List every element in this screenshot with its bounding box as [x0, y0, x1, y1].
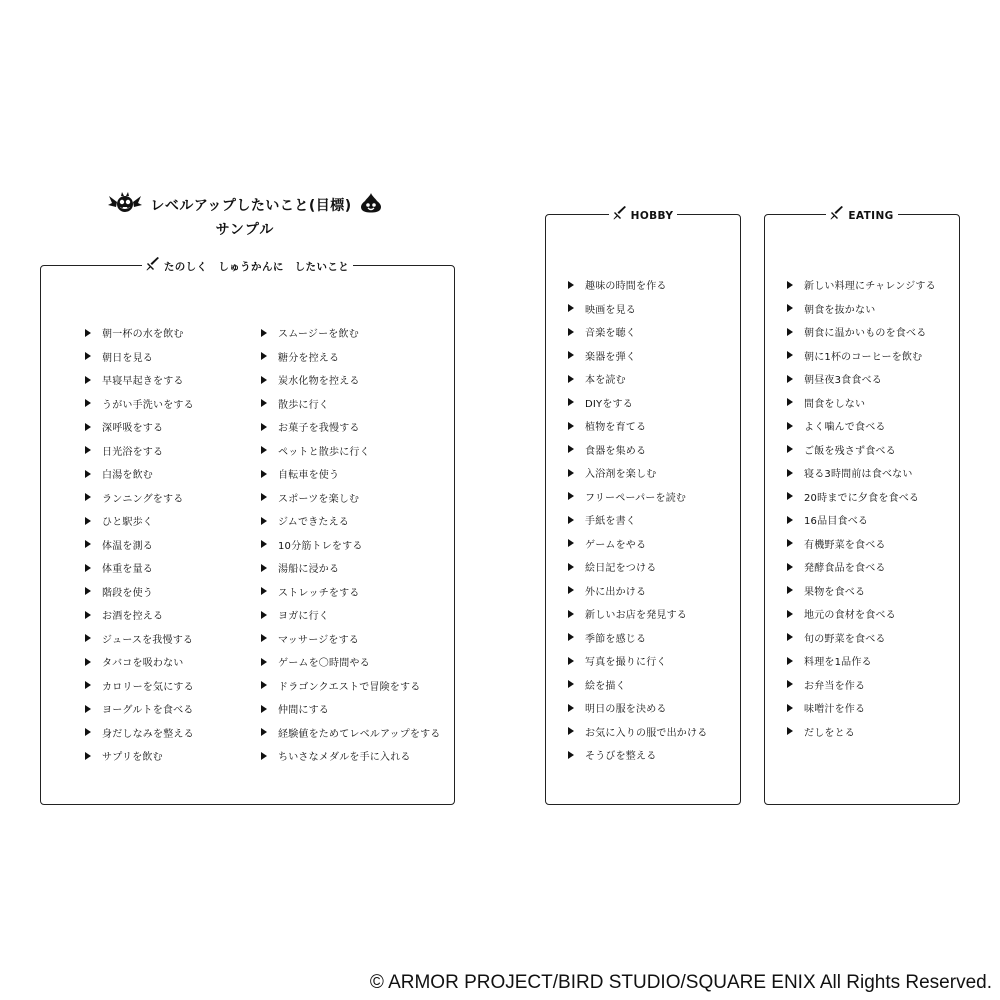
triangle-bullet-icon	[85, 564, 91, 572]
list-item	[787, 367, 936, 391]
list-item-label: 散歩に行く	[278, 399, 329, 411]
triangle-bullet-icon	[787, 281, 793, 289]
list-item	[787, 649, 936, 673]
list-item	[85, 603, 194, 627]
list-item-label: 16品目食べる	[804, 516, 869, 528]
triangle-bullet-icon	[787, 586, 793, 594]
list-item	[261, 674, 441, 698]
triangle-bullet-icon	[568, 657, 574, 665]
list-item-label: ゲームをやる	[585, 539, 647, 551]
list-item	[568, 673, 707, 697]
list-item	[787, 555, 936, 579]
list-item-label: 朝日を見る	[102, 352, 153, 364]
triangle-bullet-icon	[568, 586, 574, 594]
list-item-label: スムージーを飲む	[278, 329, 359, 341]
list-item-label: 10分筋トレをする	[278, 540, 363, 552]
eating-panel-title: EATING	[848, 209, 894, 222]
triangle-bullet-icon	[85, 540, 91, 548]
list-item	[568, 743, 707, 767]
triangle-bullet-icon	[261, 611, 267, 619]
list-item	[85, 321, 194, 345]
list-item-label: 楽器を弾く	[585, 351, 636, 363]
list-item	[261, 580, 441, 604]
list-item-label: ご飯を残さず食べる	[804, 445, 896, 457]
triangle-bullet-icon	[568, 445, 574, 453]
triangle-bullet-icon	[568, 422, 574, 430]
list-item	[787, 391, 936, 415]
habits-list-right	[261, 321, 441, 768]
list-item	[85, 486, 194, 510]
list-item-label: ジムできたえる	[278, 517, 349, 529]
list-item-label: 白湯を飲む	[102, 470, 153, 482]
triangle-bullet-icon	[787, 704, 793, 712]
list-item	[787, 438, 936, 462]
list-item	[85, 674, 194, 698]
triangle-bullet-icon	[85, 634, 91, 642]
list-item	[85, 556, 194, 580]
list-item-label: 外に出かける	[585, 586, 647, 598]
list-item-label: 明日の服を決める	[585, 704, 667, 716]
list-item	[787, 485, 936, 509]
title-row	[100, 192, 390, 218]
triangle-bullet-icon	[568, 351, 574, 359]
list-item-label: 手紙を書く	[585, 516, 636, 528]
hobby-panel	[545, 209, 741, 805]
list-item	[568, 696, 707, 720]
triangle-bullet-icon	[568, 633, 574, 641]
page-subtitle: サンプル	[215, 222, 275, 238]
triangle-bullet-icon	[261, 423, 267, 431]
triangle-bullet-icon	[568, 704, 574, 712]
triangle-bullet-icon	[568, 328, 574, 336]
list-item-label: 入浴剤を楽しむ	[585, 469, 657, 481]
list-item	[85, 368, 194, 392]
triangle-bullet-icon	[787, 680, 793, 688]
triangle-bullet-icon	[568, 727, 574, 735]
list-item-label: 早寝早起きをする	[102, 376, 184, 388]
list-item-label: スポーツを楽しむ	[278, 493, 360, 505]
triangle-bullet-icon	[85, 658, 91, 666]
triangle-bullet-icon	[261, 634, 267, 642]
list-item-label: DIYをする	[585, 398, 633, 410]
triangle-bullet-icon	[787, 610, 793, 618]
list-item-label: 日光浴をする	[102, 446, 164, 458]
triangle-bullet-icon	[85, 423, 91, 431]
triangle-bullet-icon	[787, 398, 793, 406]
triangle-bullet-icon	[85, 446, 91, 454]
triangle-bullet-icon	[261, 728, 267, 736]
list-item-label: うがい手洗いをする	[102, 399, 194, 411]
list-item-label: 朝食を抜かない	[804, 304, 876, 316]
list-item	[85, 627, 194, 651]
triangle-bullet-icon	[261, 376, 267, 384]
list-item	[85, 392, 194, 416]
list-item	[787, 532, 936, 556]
triangle-bullet-icon	[568, 563, 574, 571]
list-item	[787, 626, 936, 650]
list-item-label: ペットと散歩に行く	[278, 446, 370, 458]
list-item	[85, 439, 194, 463]
triangle-bullet-icon	[787, 445, 793, 453]
list-item-label: 20時までに夕食を食べる	[804, 492, 920, 504]
list-item-label: ドラゴンクエストで冒険をする	[278, 681, 421, 693]
triangle-bullet-icon	[787, 328, 793, 336]
triangle-bullet-icon	[787, 422, 793, 430]
triangle-bullet-icon	[568, 375, 574, 383]
list-item	[261, 556, 441, 580]
list-item	[787, 320, 936, 344]
triangle-bullet-icon	[568, 492, 574, 500]
triangle-bullet-icon	[85, 681, 91, 689]
triangle-bullet-icon	[787, 727, 793, 735]
list-item-label: フリーペーパーを読む	[585, 492, 687, 504]
list-item	[261, 321, 441, 345]
list-item-label: ゲームを〇時間やる	[278, 658, 370, 670]
list-item	[85, 533, 194, 557]
list-item	[568, 485, 707, 509]
list-item	[85, 697, 194, 721]
list-item	[261, 509, 441, 533]
list-item	[261, 603, 441, 627]
triangle-bullet-icon	[85, 587, 91, 595]
triangle-bullet-icon	[261, 587, 267, 595]
triangle-bullet-icon	[261, 399, 267, 407]
list-item-label: お菓子を我慢する	[278, 423, 360, 435]
triangle-bullet-icon	[85, 470, 91, 478]
list-item-label: 地元の食材を食べる	[804, 610, 896, 622]
triangle-bullet-icon	[261, 470, 267, 478]
page-title: レベルアップしたいこと(目標)	[150, 198, 352, 214]
list-item-label: マッサージをする	[278, 634, 359, 646]
sword-icon	[146, 257, 160, 276]
list-item	[85, 415, 194, 439]
list-item	[85, 744, 194, 768]
triangle-bullet-icon	[261, 564, 267, 572]
list-item	[787, 579, 936, 603]
list-item-label: ちいさなメダルを手に入れる	[278, 752, 411, 764]
list-item-label: 体重を量る	[102, 564, 153, 576]
hobby-panel-header	[546, 206, 740, 225]
list-item	[261, 486, 441, 510]
list-item	[568, 367, 707, 391]
triangle-bullet-icon	[568, 680, 574, 688]
list-item-label: ジュースを我慢する	[102, 634, 194, 646]
list-item	[85, 650, 194, 674]
list-item-label: 間食をしない	[804, 398, 866, 410]
eating-list	[787, 273, 936, 743]
habits-panel-title: たのしく しゅうかんに したいこと	[163, 260, 350, 273]
list-item-label: 寝る3時間前は食べない	[804, 469, 913, 481]
list-item-label: 有機野菜を食べる	[804, 539, 886, 551]
list-item	[85, 462, 194, 486]
list-item-label: 新しい料理にチャレンジする	[804, 281, 936, 293]
list-item	[568, 555, 707, 579]
triangle-bullet-icon	[261, 540, 267, 548]
list-item	[787, 508, 936, 532]
list-item	[85, 345, 194, 369]
habits-panel	[40, 260, 455, 805]
list-item	[568, 414, 707, 438]
list-item-label: そうびを整える	[585, 751, 657, 763]
habits-list-left	[85, 321, 194, 768]
sword-icon	[830, 206, 844, 225]
list-item	[85, 580, 194, 604]
list-item	[787, 344, 936, 368]
list-item-label: 食器を集める	[585, 445, 647, 457]
triangle-bullet-icon	[261, 517, 267, 525]
list-item-label: 写真を撮りに行く	[585, 657, 667, 669]
list-item-label: 糖分を控える	[278, 352, 340, 364]
list-item-label: 朝一杯の水を飲む	[102, 329, 184, 341]
triangle-bullet-icon	[261, 681, 267, 689]
list-item	[568, 579, 707, 603]
triangle-bullet-icon	[787, 469, 793, 477]
list-item	[261, 744, 441, 768]
list-item-label: 朝昼夜3食食べる	[804, 375, 882, 387]
triangle-bullet-icon	[787, 563, 793, 571]
list-item-label: 湯船に浸かる	[278, 564, 340, 576]
list-item	[787, 696, 936, 720]
list-item-label: 音楽を聴く	[585, 328, 636, 340]
triangle-bullet-icon	[261, 446, 267, 454]
triangle-bullet-icon	[85, 517, 91, 525]
list-item-label: 新しいお店を発見する	[585, 610, 687, 622]
list-item	[261, 697, 441, 721]
triangle-bullet-icon	[787, 492, 793, 500]
list-item	[568, 320, 707, 344]
list-item	[568, 532, 707, 556]
eating-panel	[764, 209, 960, 805]
list-item	[568, 391, 707, 415]
triangle-bullet-icon	[261, 705, 267, 713]
list-item	[568, 438, 707, 462]
list-item-label: お酒を控える	[102, 611, 164, 623]
list-item	[568, 602, 707, 626]
list-item-label: 旬の野菜を食べる	[804, 633, 886, 645]
list-item	[261, 533, 441, 557]
list-item-label: お気に入りの服で出かける	[585, 727, 708, 739]
list-item-label: 季節を感じる	[585, 633, 647, 645]
triangle-bullet-icon	[85, 493, 91, 501]
triangle-bullet-icon	[568, 539, 574, 547]
list-item	[261, 721, 441, 745]
list-item-label: 経験値をためてレベルアップをする	[278, 728, 441, 740]
list-item-label: 炭水化物を控える	[278, 376, 360, 388]
list-item-label: ヨーグルトを食べる	[102, 705, 194, 717]
list-item	[787, 414, 936, 438]
slime-icon	[360, 193, 382, 217]
triangle-bullet-icon	[261, 352, 267, 360]
list-item-label: 味噌汁を作る	[804, 704, 866, 716]
list-item	[261, 392, 441, 416]
habits-panel-header	[41, 257, 454, 276]
triangle-bullet-icon	[85, 728, 91, 736]
triangle-bullet-icon	[261, 752, 267, 760]
triangle-bullet-icon	[261, 329, 267, 337]
sword-icon	[613, 206, 627, 225]
list-item-label: カロリーを気にする	[102, 681, 194, 693]
triangle-bullet-icon	[85, 399, 91, 407]
list-item-label: 体温を測る	[102, 540, 153, 552]
triangle-bullet-icon	[568, 281, 574, 289]
dracky-icon	[108, 192, 142, 218]
list-item-label: サプリを飲む	[102, 752, 163, 764]
list-item	[568, 461, 707, 485]
list-item	[568, 344, 707, 368]
list-item	[787, 720, 936, 744]
triangle-bullet-icon	[568, 398, 574, 406]
list-item	[568, 649, 707, 673]
eating-panel-header	[765, 206, 959, 225]
list-item	[85, 509, 194, 533]
list-item	[787, 273, 936, 297]
list-item-label: 身だしなみを整える	[102, 728, 194, 740]
list-item-label: 料理を1品作る	[804, 657, 872, 669]
list-item	[261, 650, 441, 674]
triangle-bullet-icon	[787, 633, 793, 641]
list-item	[568, 508, 707, 532]
triangle-bullet-icon	[85, 376, 91, 384]
list-item	[787, 297, 936, 321]
list-item	[568, 720, 707, 744]
list-item-label: だしをとる	[804, 727, 855, 739]
list-item-label: ストレッチをする	[278, 587, 360, 599]
list-item-label: 趣味の時間を作る	[585, 281, 667, 293]
list-item-label: お弁当を作る	[804, 680, 866, 692]
list-item-label: タバコを吸わない	[102, 658, 184, 670]
list-item-label: 本を読む	[585, 375, 626, 387]
list-item-label: 絵日記をつける	[585, 563, 657, 575]
triangle-bullet-icon	[787, 657, 793, 665]
list-item	[261, 345, 441, 369]
list-item-label: 映画を見る	[585, 304, 636, 316]
hobby-panel-title: HOBBY	[630, 209, 674, 222]
list-item	[568, 273, 707, 297]
list-item	[787, 602, 936, 626]
list-item	[261, 415, 441, 439]
hobby-list	[568, 273, 707, 767]
copyright-notice: © ARMOR PROJECT/BIRD STUDIO/SQUARE ENIX All Rights Reserved.	[369, 972, 992, 993]
list-item-label: 植物を育てる	[585, 422, 647, 434]
triangle-bullet-icon	[787, 539, 793, 547]
list-item-label: 朝食に温かいものを食べる	[804, 328, 927, 340]
triangle-bullet-icon	[787, 516, 793, 524]
triangle-bullet-icon	[787, 351, 793, 359]
list-item-label: ヨガに行く	[278, 611, 329, 623]
list-item-label: 発酵食品を食べる	[804, 563, 886, 575]
triangle-bullet-icon	[85, 352, 91, 360]
triangle-bullet-icon	[568, 516, 574, 524]
list-item	[85, 721, 194, 745]
list-item	[261, 462, 441, 486]
list-item-label: よく噛んで食べる	[804, 422, 886, 434]
list-item	[787, 461, 936, 485]
list-item	[787, 673, 936, 697]
list-item	[568, 297, 707, 321]
list-item-label: 絵を描く	[585, 680, 626, 692]
list-item-label: 朝に1杯のコーヒーを飲む	[804, 351, 923, 363]
list-item-label: 深呼吸をする	[102, 423, 164, 435]
triangle-bullet-icon	[261, 493, 267, 501]
triangle-bullet-icon	[787, 375, 793, 383]
list-item-label: 自転車を使う	[278, 470, 340, 482]
list-item-label: ランニングをする	[102, 493, 184, 505]
triangle-bullet-icon	[85, 329, 91, 337]
list-item	[261, 439, 441, 463]
list-item-label: 階段を使う	[102, 587, 153, 599]
list-item-label: ひと駅歩く	[102, 517, 153, 529]
triangle-bullet-icon	[85, 705, 91, 713]
list-item	[261, 627, 441, 651]
list-item	[568, 626, 707, 650]
triangle-bullet-icon	[85, 752, 91, 760]
triangle-bullet-icon	[568, 304, 574, 312]
triangle-bullet-icon	[568, 751, 574, 759]
triangle-bullet-icon	[568, 610, 574, 618]
triangle-bullet-icon	[261, 658, 267, 666]
list-item	[261, 368, 441, 392]
triangle-bullet-icon	[568, 469, 574, 477]
triangle-bullet-icon	[85, 611, 91, 619]
triangle-bullet-icon	[787, 304, 793, 312]
list-item-label: 仲間にする	[278, 705, 329, 717]
list-item-label: 果物を食べる	[804, 586, 866, 598]
title-block	[100, 192, 390, 239]
